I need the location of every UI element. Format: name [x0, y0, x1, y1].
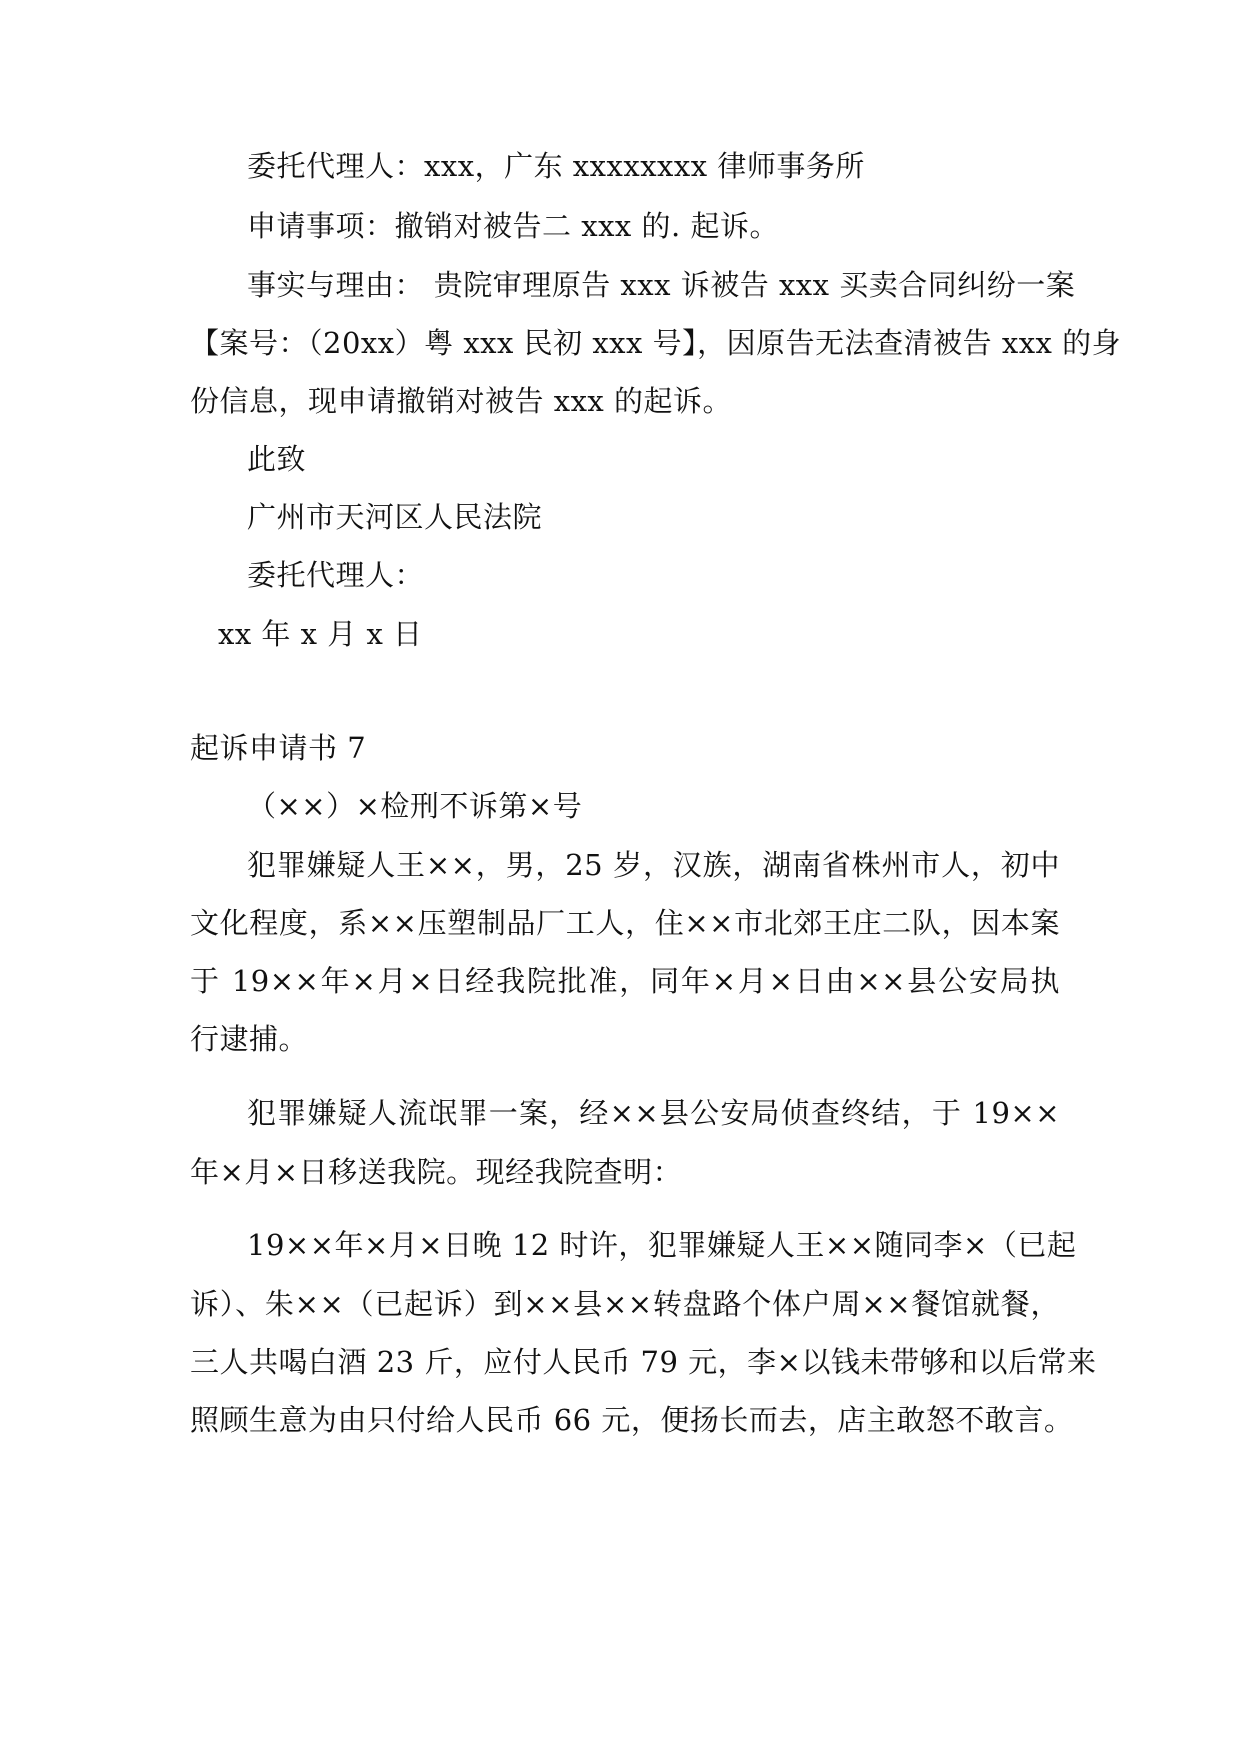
agent-line: 委托代理人：xxx，广东 xxxxxxxx 律师事务所	[247, 149, 865, 183]
salutation-line: 此致	[247, 442, 307, 476]
facts-line-1: 19××年×月×日晚 12 时许，犯罪嫌疑人王××随同李×（已起	[247, 1228, 1077, 1262]
case-number-line: （××）×检刑不诉第×号	[247, 789, 583, 823]
suspect-info-line-1: 犯罪嫌疑人王××，男，25 岁，汉族，湖南省株州市人，初中	[247, 848, 1060, 882]
suspect-info-line-3: 于 19××年×月×日经我院批准，同年×月×日由××县公安局执	[190, 964, 1060, 998]
facts-line-3: 三人共喝白酒 23 斤，应付人民币 79 元，李×以钱未带够和以后常来	[190, 1345, 1097, 1379]
facts-line-4: 照顾生意为由只付给人民币 66 元，便扬长而去，店主敢怒不敢言。	[190, 1403, 1074, 1437]
agent-signature-line: 委托代理人：	[247, 558, 425, 592]
section-title: 起诉申请书 7	[190, 731, 367, 765]
case-transfer-line-2: 年×月×日移送我院。现经我院查明：	[190, 1155, 683, 1189]
request-item-line: 申请事项：撤销对被告二 xxx 的. 起诉。	[247, 209, 779, 243]
facts-reasons-line-2: 【案号：（20xx）粤 xxx 民初 xxx 号】，因原告无法查清被告 xxx 的身	[190, 326, 1122, 360]
suspect-info-line-4: 行逮捕。	[190, 1022, 309, 1056]
facts-reasons-line-3: 份信息，现申请撤销对被告 xxx 的起诉。	[190, 384, 733, 418]
facts-reasons-line-1: 事实与理由： 贵院审理原告 xxx 诉被告 xxx 买卖合同纠纷一案	[247, 268, 1076, 302]
court-name-line: 广州市天河区人民法院	[247, 500, 543, 534]
date-line: xx 年 x 月 x 日	[218, 617, 423, 651]
case-transfer-line-1: 犯罪嫌疑人流氓罪一案，经××县公安局侦查终结，于 19××	[247, 1096, 1060, 1130]
facts-line-2: 诉）、朱××（已起诉）到××县××转盘路个体户周××餐馆就餐，	[190, 1287, 1060, 1321]
suspect-info-line-2: 文化程度，系××压塑制品厂工人，住××市北郊王庄二队，因本案	[190, 906, 1060, 940]
